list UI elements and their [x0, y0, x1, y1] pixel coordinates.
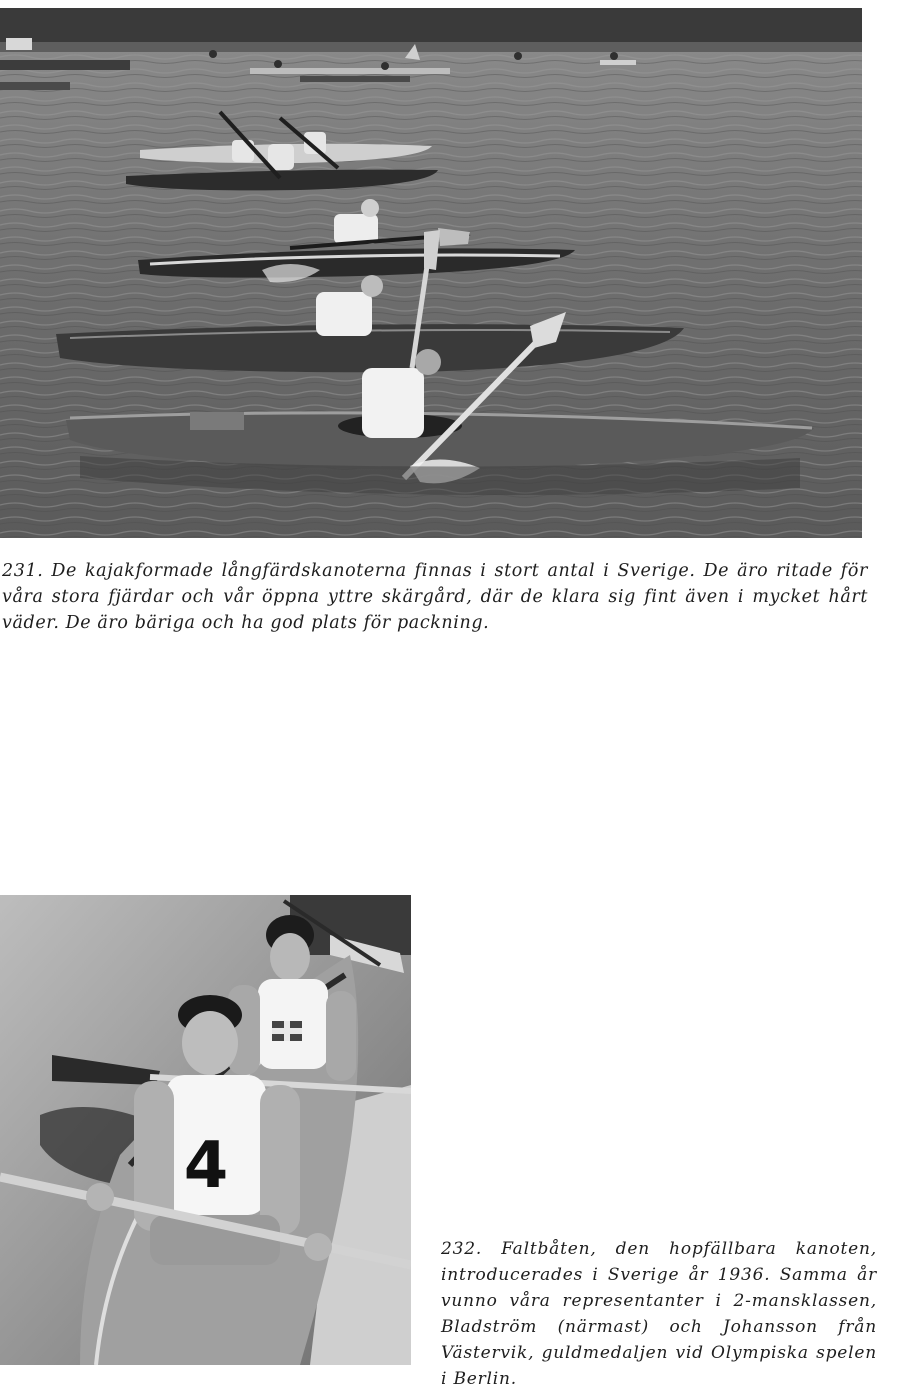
folding-canoe-image	[0, 895, 411, 1365]
kayak-race-image	[0, 8, 862, 538]
caption-232	[441, 1236, 877, 1392]
figure-number-231: 231.	[2, 561, 44, 581]
folding-canoe-photo	[0, 895, 411, 1365]
kayak-race-photo	[0, 8, 862, 538]
caption-231	[2, 558, 868, 636]
caption-text-231: De kajakformade långfärdskanoterna finnas i stort antal i Sverige. De äro ritade för våra stora fjärdar och vår öppna yttre skärgård, där de klara sig fint även i mycket hårt väder. De äro bäriga och ha god plats för packning.	[2, 561, 868, 633]
jersey-number: 4	[183, 1129, 229, 1203]
figure-number-232: 232.	[441, 1239, 483, 1259]
caption-text-232: Faltbåten, den hopfällbara kanoten, introducerades i Sverige år 1936. Samma år vunno våra representanter i 2-mansklassen, Bladström (närmast) och Johansson från Västervik, guldmedaljen vid Olympiska spelen i Berlin.	[441, 1239, 877, 1389]
